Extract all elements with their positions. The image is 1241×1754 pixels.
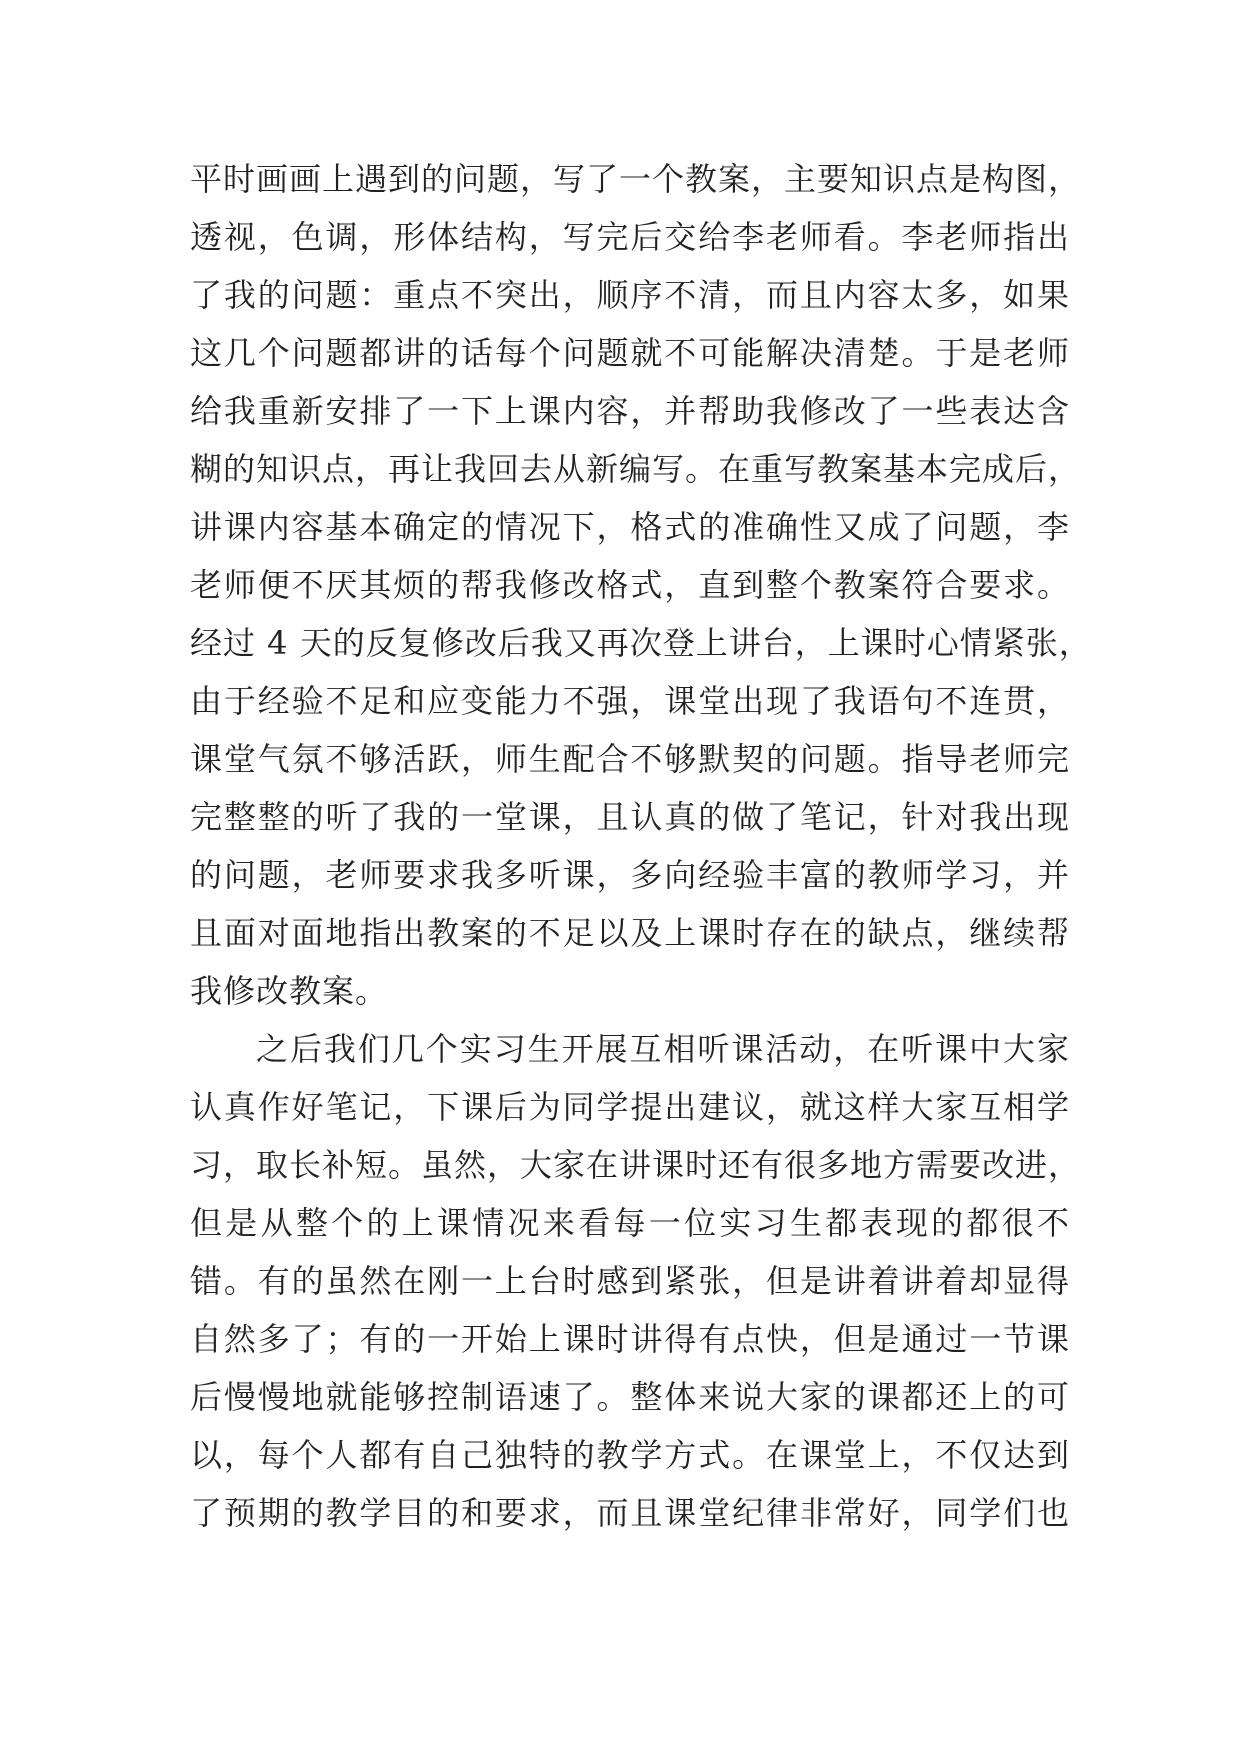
text-line: 老师便不厌其烦的帮我修改格式，直到整个教案符合要求。	[190, 566, 1070, 604]
paragraph-2	[190, 1020, 1082, 1542]
text-line: 我修改教案。	[190, 972, 389, 1010]
text-line: 自然多了；有的一开始上课时讲得有点快，但是通过一节课	[190, 1320, 1070, 1358]
text-line: 完整整的听了我的一堂课，且认真的做了笔记，针对我出现	[190, 798, 1070, 836]
text-line: 且面对面地指出教案的不足以及上课时存在的缺点，继续帮	[190, 914, 1070, 952]
text-line: 的问题，老师要求我多听课，多向经验丰富的教师学习，并	[190, 856, 1070, 894]
document-body	[190, 150, 1092, 1542]
text-line: 这几个问题都讲的话每个问题就不可能解决清楚。于是老师	[190, 334, 1070, 372]
text-line: 以，每个人都有自己独特的教学方式。在课堂上，不仅达到	[190, 1436, 1070, 1474]
text-line: 后慢慢地就能够控制语速了。整体来说大家的课都还上的可	[190, 1378, 1070, 1416]
text-line: 讲课内容基本确定的情况下，格式的准确性又成了问题，李	[190, 508, 1070, 546]
text-line: 错。有的虽然在刚一上台时感到紧张，但是讲着讲着却显得	[190, 1262, 1070, 1300]
text-line: 认真作好笔记，下课后为同学提出建议，就这样大家互相学	[190, 1088, 1070, 1126]
text-line: 但是从整个的上课情况来看每一位实习生都表现的都很不	[190, 1204, 1070, 1242]
text-line: 之后我们几个实习生开展互相听课活动，在听课中大家	[256, 1030, 1070, 1068]
text-line: 习，取长补短。虽然，大家在讲课时还有很多地方需要改进，	[190, 1146, 1082, 1184]
text-line: 透视，色调，形体结构，写完后交给李老师看。李老师指出	[190, 218, 1070, 256]
text-line: 经过 4 天的反复修改后我又再次登上讲台，上课时心情紧张，	[190, 624, 1092, 662]
text-line: 给我重新安排了一下上课内容，并帮助我修改了一些表达含	[190, 392, 1070, 430]
paragraph-1	[190, 150, 1092, 1020]
text-line: 由于经验不足和应变能力不强，课堂出现了我语句不连贯，	[190, 682, 1070, 720]
text-line: 糊的知识点，再让我回去从新编写。在重写教案基本完成后，	[190, 450, 1082, 488]
text-line: 平时画画上遇到的问题，写了一个教案，主要知识点是构图，	[190, 160, 1082, 198]
text-line: 了预期的教学目的和要求，而且课堂纪律非常好，同学们也	[190, 1494, 1070, 1532]
text-line: 了我的问题：重点不突出，顺序不清，而且内容太多，如果	[190, 276, 1070, 314]
text-line: 课堂气氛不够活跃，师生配合不够默契的问题。指导老师完	[190, 740, 1070, 778]
